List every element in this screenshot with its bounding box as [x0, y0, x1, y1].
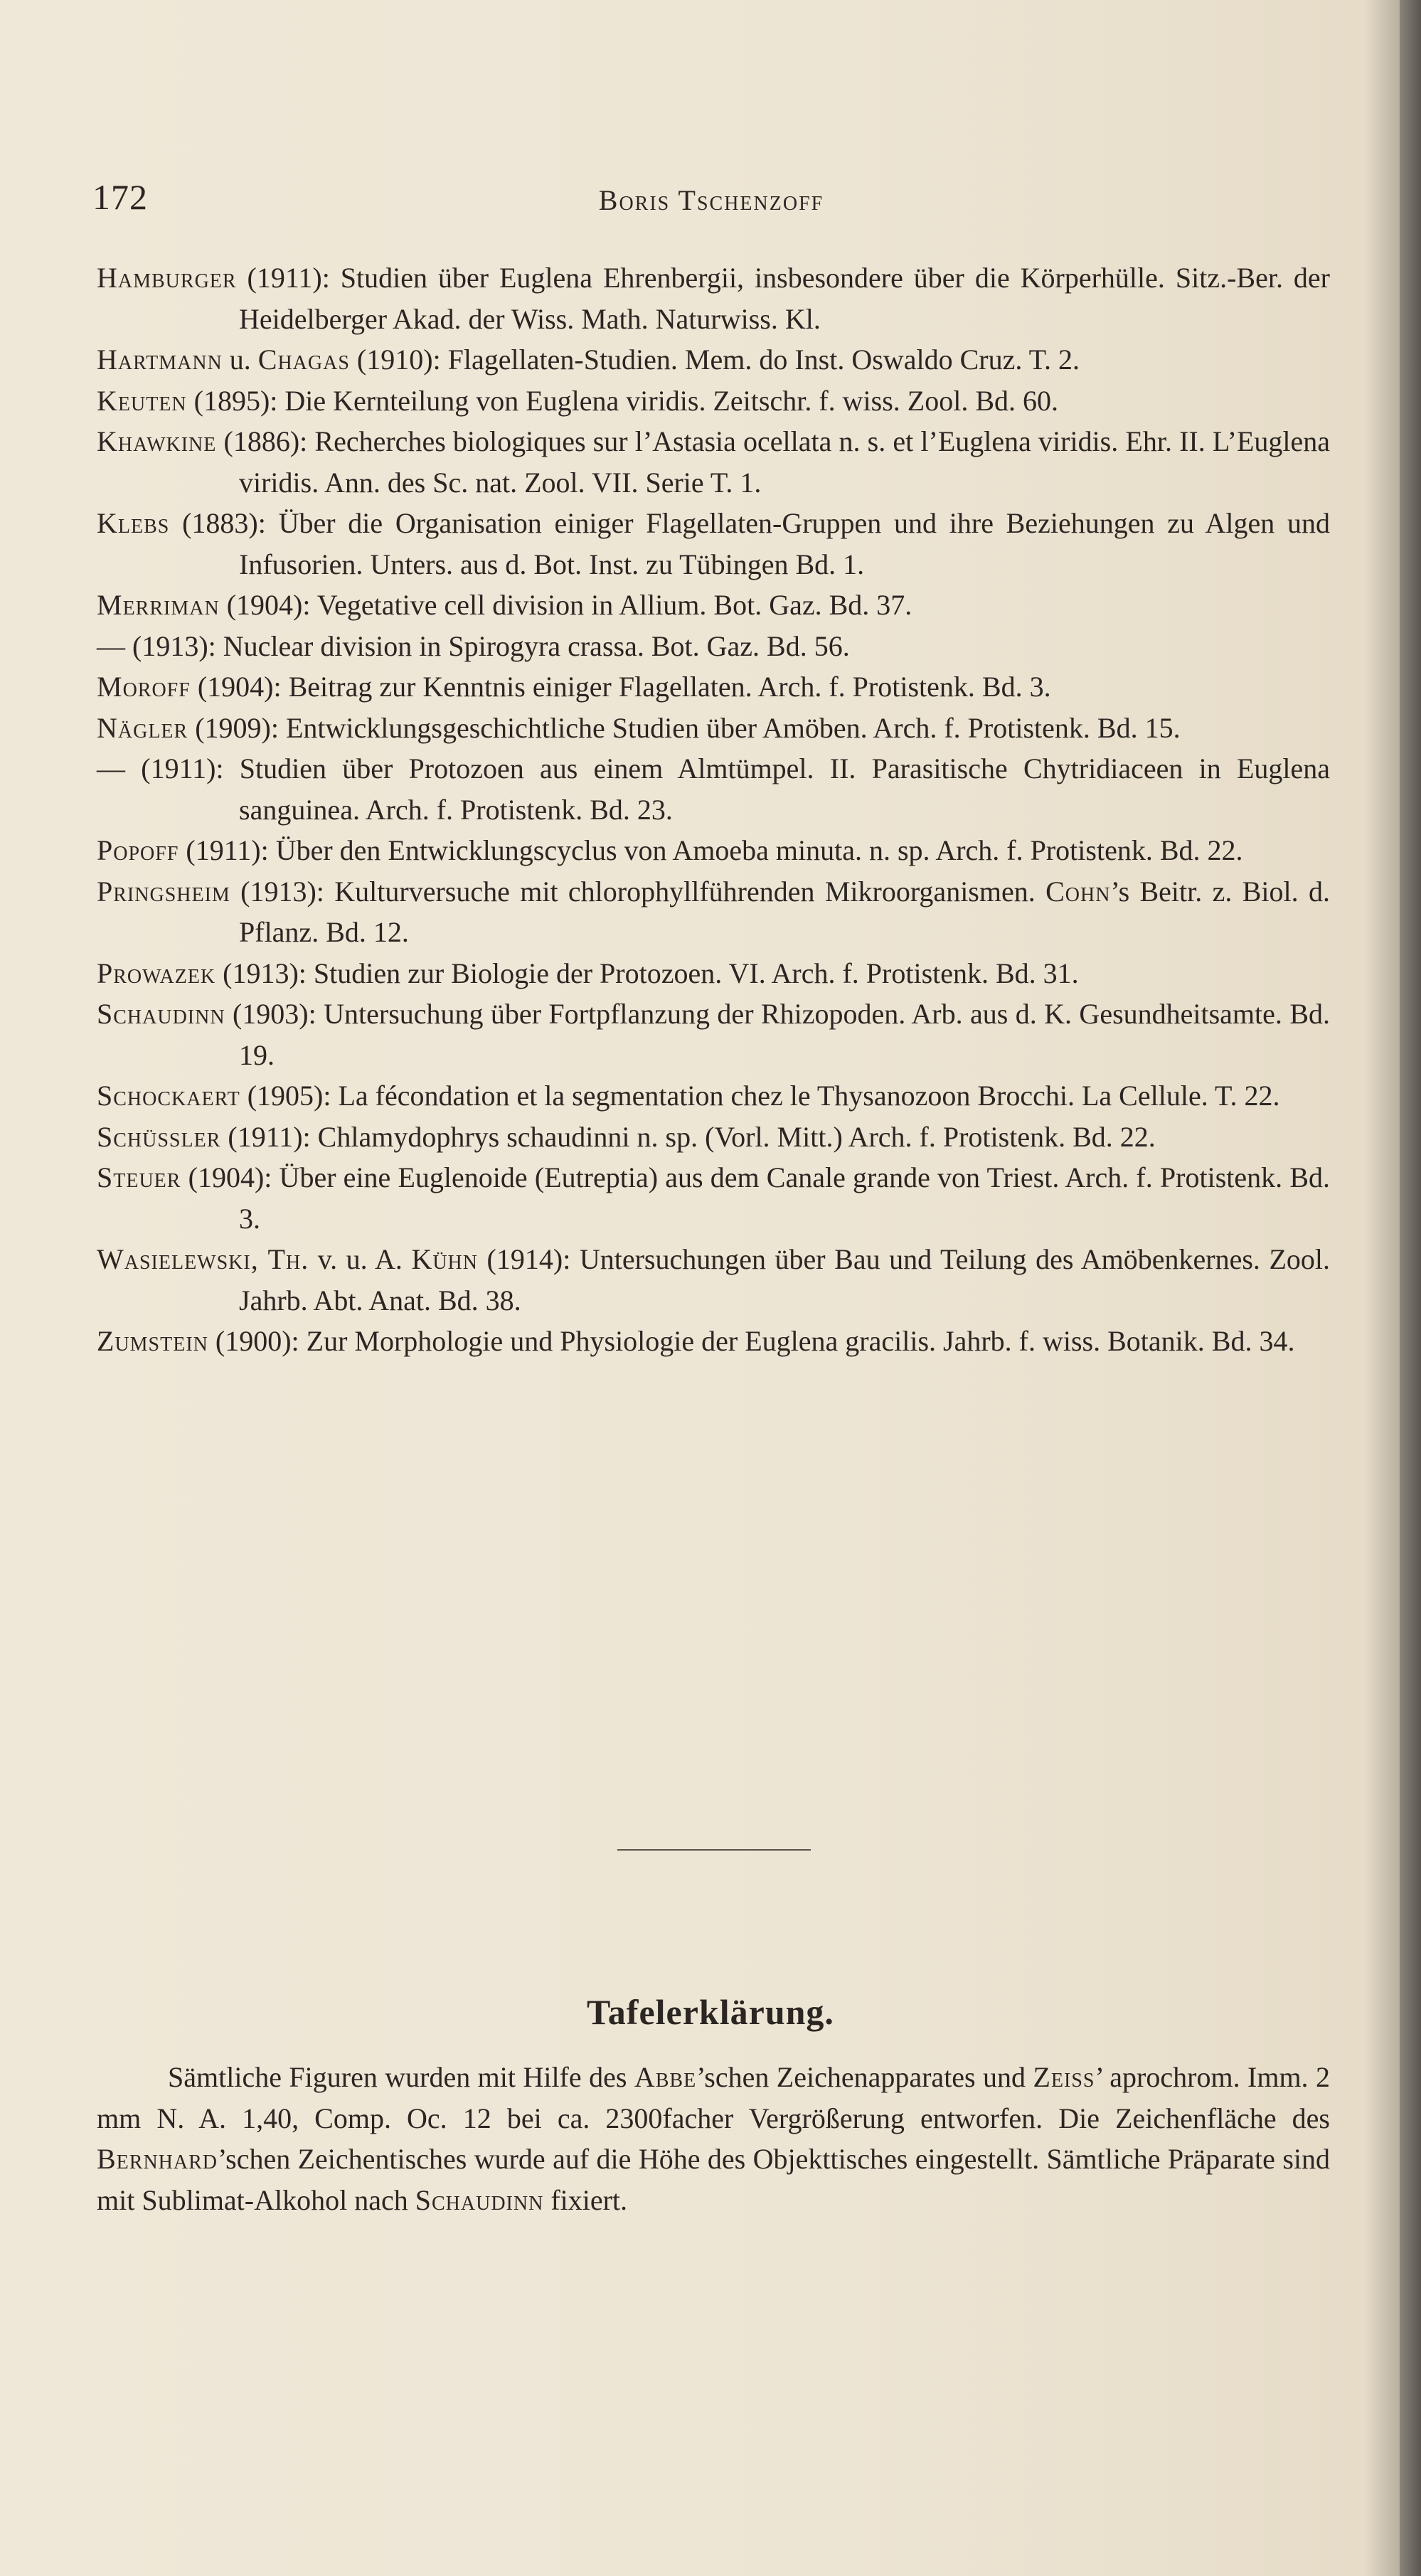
- paragraph-text: Sämtliche Figuren wurden mit Hilfe des: [168, 2061, 634, 2093]
- reference-author: Schüssler: [97, 1120, 221, 1153]
- reference-entry: [97, 871, 1330, 953]
- paragraph-text: ’schen Zeichentisches wurde auf die Höhe des Objekttisches eingestellt. Sämtliche Präparate sind mit Sublimat-Alkohol nach: [97, 2143, 1330, 2216]
- reference-text: (1909): Entwicklungsgeschichtliche Studien über Amöben. Arch. f. Protistenk. Bd. 15.: [188, 711, 1181, 744]
- paragraph-name: Zeiss: [1033, 2061, 1095, 2093]
- reference-entry: [97, 1239, 1330, 1321]
- reference-author: Moroff: [97, 671, 191, 703]
- reference-text: (1913): Studien zur Biologie der Protozoen. VI. Arch. f. Protistenk. Bd. 31.: [215, 957, 1079, 989]
- reference-entry: [97, 1321, 1330, 1362]
- reference-text: — (1913): Nuclear division in Spirogyra crassa. Bot. Gaz. Bd. 56.: [97, 629, 850, 662]
- reference-entry: [97, 708, 1330, 749]
- reference-entry: [97, 1075, 1330, 1117]
- reference-author: Hartmann: [97, 344, 223, 376]
- reference-entry: [97, 953, 1330, 994]
- reference-entry: [97, 830, 1330, 871]
- reference-author: Schaudinn: [97, 998, 225, 1030]
- reference-text: (1914): Untersuchungen über Bau und Teilung des Amöbenkernes. Zool. Jahrb. Abt. Anat. Bd. 38.: [239, 1243, 1330, 1316]
- paragraph-name: Bernhard: [97, 2143, 218, 2175]
- reference-text-continued: ’s Beitr. z. Biol. d. Pflanz. Bd. 12.: [239, 875, 1330, 948]
- paragraph-name: Abbe: [634, 2061, 697, 2093]
- reference-list: [97, 257, 1330, 1362]
- reference-text: (1886): Recherches biologiques sur l’Astasia ocellata n. s. et l’Euglena viridis. Ehr. II. L’Euglena viridis. Ann. des Sc. nat. Zool. VII. Serie T. 1.: [216, 425, 1330, 499]
- reference-coauthor: Chagas: [257, 344, 350, 376]
- reference-author: Keuten: [97, 384, 187, 417]
- reference-entry: [97, 380, 1330, 422]
- reference-author: Merriman: [97, 589, 220, 621]
- reference-author: Popoff: [97, 834, 179, 866]
- reference-author: Hamburger: [97, 262, 237, 294]
- reference-entry: [97, 666, 1330, 708]
- reference-text: (1913): Kulturversuche mit chlorophyllführenden Mikroorganismen.: [230, 875, 1036, 908]
- reference-text: (1911): Über den Entwicklungscyclus von Amoeba minuta. n. sp. Arch. f. Protistenk. Bd. 22.: [179, 834, 1243, 866]
- reference-entry: [97, 339, 1330, 380]
- reference-entry: [97, 1117, 1330, 1158]
- reference-text: (1904): Beitrag zur Kenntnis einiger Flagellaten. Arch. f. Protistenk. Bd. 3.: [190, 671, 1051, 703]
- reference-author: Nägler: [97, 711, 188, 744]
- reference-coauthor: Kühn: [411, 1243, 479, 1275]
- reference-entry: [97, 626, 1330, 667]
- reference-text: (1904): Über eine Euglenoide (Eutreptia) aus dem Canale grande von Triest. Arch. f. Protistenk. Bd. 3.: [181, 1161, 1330, 1235]
- reference-entry: [97, 1157, 1330, 1239]
- reference-author: Klebs: [97, 507, 170, 539]
- reference-text: — (1911): Studien über Protozoen aus einem Almtümpel. II. Parasitische Chytridiaceen in Euglena sanguinea. Arch. f. Protistenk. Bd. 23.: [97, 752, 1330, 826]
- reference-entry: [97, 503, 1330, 585]
- section-title: Tafelerklärung.: [587, 1992, 834, 2032]
- reference-author: Steuer: [97, 1161, 181, 1193]
- reference-text: (1900): Zur Morphologie und Physiologie der Euglena gracilis. Jahrb. f. wiss. Botanik. Bd. 34.: [208, 1325, 1295, 1357]
- paragraph-text: fixiert.: [543, 2183, 628, 2216]
- running-head-author: Boris Tschenzoff: [598, 184, 824, 216]
- paragraph-text: ’schen Zeichenapparates und: [696, 2061, 1033, 2093]
- running-head: [92, 176, 1330, 226]
- reference-author: Khawkine: [97, 425, 217, 457]
- paragraph-text: ’ aprochrom. Imm. 2 mm N. A. 1,40, Comp. Oc. 12 bei ca. 2300facher Vergrößerung entworfen. Die Zeichenfläche des: [97, 2061, 1330, 2134]
- book-edge: [1400, 0, 1421, 2576]
- reference-entry: [97, 585, 1330, 626]
- reference-author: Pringsheim: [97, 875, 230, 908]
- reference-connector: v. u. A.: [309, 1243, 412, 1275]
- reference-author: Zumstein: [97, 1325, 208, 1357]
- reference-text: (1905): La fécondation et la segmentation chez le Thysanozoon Brocchi. La Cellule. T. 22.: [240, 1080, 1280, 1112]
- reference-text: (1911): Studien über Euglena Ehrenbergii, insbesondere über die Körperhülle. Sitz.-Ber. der Heidelberger Akad. der Wiss. Math. Naturwiss. Kl.: [236, 262, 1330, 335]
- paragraph-name: Schaudinn: [415, 2183, 544, 2216]
- reference-author: Prowazek: [97, 957, 216, 989]
- reference-text: (1904): Vegetative cell division in Allium. Bot. Gaz. Bd. 37.: [219, 589, 912, 621]
- reference-text: (1895): Die Kernteilung von Euglena viridis. Zeitschr. f. wiss. Zool. Bd. 60.: [186, 384, 1059, 417]
- reference-text: (1911): Chlamydophrys schaudinni n. sp. (Vorl. Mitt.) Arch. f. Protistenk. Bd. 22.: [220, 1120, 1156, 1153]
- reference-entry: [97, 421, 1330, 503]
- section-divider: [617, 1849, 811, 1851]
- plate-explanation-paragraph: [97, 2057, 1330, 2220]
- reference-connector: u.: [222, 344, 258, 376]
- reference-entry: [97, 257, 1330, 339]
- page-number: 172: [92, 177, 148, 217]
- reference-entry: [97, 994, 1330, 1075]
- reference-entry: [97, 748, 1330, 830]
- reference-text: (1910): Flagellaten-Studien. Mem. do Inst. Oswaldo Cruz. T. 2.: [349, 344, 1080, 376]
- reference-author: Schockaert: [97, 1080, 240, 1112]
- reference-text: (1883): Über die Organisation einiger Flagellaten-Gruppen und ihre Beziehungen zu Algen und Infusorien. Unters. aus d. Bot. Inst. zu Tübingen Bd. 1.: [169, 507, 1330, 580]
- reference-text: (1903): Untersuchung über Fortpflanzung der Rhizopoden. Arb. aus d. K. Gesundheitsamte. Bd. 19.: [225, 998, 1330, 1071]
- reference-coauthor: Cohn: [1045, 875, 1111, 908]
- reference-author: Wasielewski, Th.: [97, 1243, 309, 1275]
